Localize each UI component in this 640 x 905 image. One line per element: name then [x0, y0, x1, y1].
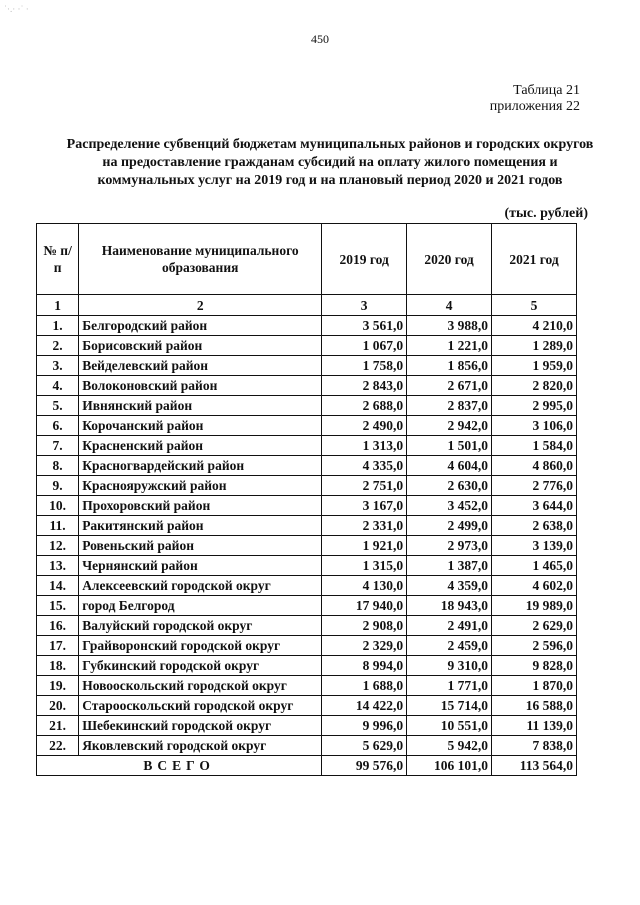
- table-row: [37, 736, 577, 756]
- table-row: [37, 616, 577, 636]
- header-name: Наименование муниципального образования: [79, 224, 322, 295]
- row-number: 20.: [37, 696, 79, 716]
- total-label: ВСЕГО: [37, 756, 322, 776]
- row-name: Красногвардейский район: [79, 456, 322, 476]
- header-2021: 2021 год: [492, 224, 577, 295]
- row-name: Волоконовский район: [79, 376, 322, 396]
- row-number: 17.: [37, 636, 79, 656]
- value-2021: 3 644,0: [492, 496, 577, 516]
- row-name: Старооскольский городской округ: [79, 696, 322, 716]
- row-name: Губкинский городской округ: [79, 656, 322, 676]
- table-row: [37, 556, 577, 576]
- header-row: [37, 224, 577, 295]
- value-2020: 18 943,0: [407, 596, 492, 616]
- value-2020: 2 491,0: [407, 616, 492, 636]
- value-2021: 9 828,0: [492, 656, 577, 676]
- table-row: [37, 596, 577, 616]
- table-row: [37, 416, 577, 436]
- column-number: 3: [322, 295, 407, 316]
- value-2020: 2 837,0: [407, 396, 492, 416]
- column-number: 1: [37, 295, 79, 316]
- value-2021: 2 638,0: [492, 516, 577, 536]
- value-2021: 4 210,0: [492, 316, 577, 336]
- header-2020: 2020 год: [407, 224, 492, 295]
- value-2019: 9 996,0: [322, 716, 407, 736]
- value-2019: 1 688,0: [322, 676, 407, 696]
- value-2020: 4 359,0: [407, 576, 492, 596]
- total-y2019: 99 576,0: [322, 756, 407, 776]
- table-reference: [490, 83, 580, 115]
- row-name: Яковлевский городской округ: [79, 736, 322, 756]
- row-number: 7.: [37, 436, 79, 456]
- value-2020: 10 551,0: [407, 716, 492, 736]
- row-number: 11.: [37, 516, 79, 536]
- value-2020: 2 942,0: [407, 416, 492, 436]
- table-row: [37, 576, 577, 596]
- row-name: Чернянский район: [79, 556, 322, 576]
- value-2019: 1 313,0: [322, 436, 407, 456]
- value-2021: 4 860,0: [492, 456, 577, 476]
- value-2019: 4 130,0: [322, 576, 407, 596]
- value-2019: 2 688,0: [322, 396, 407, 416]
- row-name: Грайворонский городской округ: [79, 636, 322, 656]
- value-2021: 19 989,0: [492, 596, 577, 616]
- table-row: [37, 476, 577, 496]
- total-row: [37, 756, 577, 776]
- value-2021: 2 820,0: [492, 376, 577, 396]
- value-2019: 2 490,0: [322, 416, 407, 436]
- value-2021: 3 139,0: [492, 536, 577, 556]
- row-number: 18.: [37, 656, 79, 676]
- value-2020: 9 310,0: [407, 656, 492, 676]
- scan-artifact: ˙·.· ·˙ ·: [4, 4, 29, 14]
- row-number: 15.: [37, 596, 79, 616]
- table-row: [37, 356, 577, 376]
- value-2019: 4 335,0: [322, 456, 407, 476]
- value-2019: 2 751,0: [322, 476, 407, 496]
- value-2021: 1 870,0: [492, 676, 577, 696]
- value-2020: 2 499,0: [407, 516, 492, 536]
- row-name: Алексеевский городской округ: [79, 576, 322, 596]
- row-name: Ровеньский район: [79, 536, 322, 556]
- row-name: Новооскольский городской округ: [79, 676, 322, 696]
- value-2020: 1 771,0: [407, 676, 492, 696]
- value-2020: 3 452,0: [407, 496, 492, 516]
- value-2021: 2 776,0: [492, 476, 577, 496]
- table-row: [37, 656, 577, 676]
- column-number-row: [37, 295, 577, 316]
- value-2021: 7 838,0: [492, 736, 577, 756]
- table-ref-line2: приложения 22: [489, 99, 580, 114]
- value-2019: 2 843,0: [322, 376, 407, 396]
- row-number: 6.: [37, 416, 79, 436]
- value-2019: 1 921,0: [322, 536, 407, 556]
- value-2020: 2 973,0: [407, 536, 492, 556]
- header-2019: 2019 год: [322, 224, 407, 295]
- row-number: 10.: [37, 496, 79, 516]
- row-name: Корочанский район: [79, 416, 322, 436]
- table-row: [37, 316, 577, 336]
- document-title: Распределение субвенций бюджетам муниципальных районов и городских округов на предоставление гражданам субсидий на оплату жилого помещения и коммунальных услуг на 2019 год и на плановый период 2020 и 2021 годов: [66, 137, 594, 188]
- value-2021: 3 106,0: [492, 416, 577, 436]
- table-row: [37, 436, 577, 456]
- table-row: [37, 456, 577, 476]
- column-number: 2: [79, 295, 322, 316]
- column-number: 4: [407, 295, 492, 316]
- value-2021: 2 629,0: [492, 616, 577, 636]
- row-number: 14.: [37, 576, 79, 596]
- value-2020: 15 714,0: [407, 696, 492, 716]
- value-2021: 1 465,0: [492, 556, 577, 576]
- value-2019: 1 315,0: [322, 556, 407, 576]
- units-label: (тыс. рублей): [504, 206, 588, 221]
- row-name: Ракитянский район: [79, 516, 322, 536]
- row-number: 2.: [37, 336, 79, 356]
- total-y2020: 106 101,0: [407, 756, 492, 776]
- row-name: Краснояружский район: [79, 476, 322, 496]
- row-number: 1.: [37, 316, 79, 336]
- row-number: 4.: [37, 376, 79, 396]
- page-number: 450: [311, 32, 329, 46]
- row-number: 13.: [37, 556, 79, 576]
- row-number: 21.: [37, 716, 79, 736]
- value-2021: 1 584,0: [492, 436, 577, 456]
- row-name: Красненский район: [79, 436, 322, 456]
- value-2019: 3 561,0: [322, 316, 407, 336]
- value-2020: 2 630,0: [407, 476, 492, 496]
- row-name: Ивнянский район: [79, 396, 322, 416]
- value-2019: 8 994,0: [322, 656, 407, 676]
- value-2020: 1 856,0: [407, 356, 492, 376]
- row-number: 3.: [37, 356, 79, 376]
- value-2021: 11 139,0: [492, 716, 577, 736]
- value-2021: 4 602,0: [492, 576, 577, 596]
- table-row: [37, 536, 577, 556]
- table-row: [37, 376, 577, 396]
- row-number: 19.: [37, 676, 79, 696]
- value-2019: 2 908,0: [322, 616, 407, 636]
- table-row: [37, 336, 577, 356]
- value-2019: 1 067,0: [322, 336, 407, 356]
- row-name: город Белгород: [79, 596, 322, 616]
- subvention-table: [36, 223, 577, 776]
- row-name: Белгородский район: [79, 316, 322, 336]
- row-name: Валуйский городской округ: [79, 616, 322, 636]
- row-number: 5.: [37, 396, 79, 416]
- row-number: 16.: [37, 616, 79, 636]
- value-2020: 5 942,0: [407, 736, 492, 756]
- value-2019: 14 422,0: [322, 696, 407, 716]
- value-2021: 1 959,0: [492, 356, 577, 376]
- row-number: 22.: [37, 736, 79, 756]
- value-2020: 2 459,0: [407, 636, 492, 656]
- table-ref-line1: Таблица 21: [513, 83, 580, 98]
- value-2021: 1 289,0: [492, 336, 577, 356]
- table-row: [37, 716, 577, 736]
- value-2019: 3 167,0: [322, 496, 407, 516]
- row-name: Борисовский район: [79, 336, 322, 356]
- row-name: Прохоровский район: [79, 496, 322, 516]
- value-2020: 4 604,0: [407, 456, 492, 476]
- value-2019: 17 940,0: [322, 596, 407, 616]
- value-2021: 2 995,0: [492, 396, 577, 416]
- value-2019: 2 329,0: [322, 636, 407, 656]
- row-number: 8.: [37, 456, 79, 476]
- header-num: № п/п: [37, 224, 79, 295]
- row-number: 12.: [37, 536, 79, 556]
- value-2019: 1 758,0: [322, 356, 407, 376]
- column-number: 5: [492, 295, 577, 316]
- value-2020: 2 671,0: [407, 376, 492, 396]
- total-y2021: 113 564,0: [492, 756, 577, 776]
- value-2020: 1 221,0: [407, 336, 492, 356]
- value-2020: 1 501,0: [407, 436, 492, 456]
- value-2020: 1 387,0: [407, 556, 492, 576]
- table-row: [37, 396, 577, 416]
- value-2019: 2 331,0: [322, 516, 407, 536]
- row-number: 9.: [37, 476, 79, 496]
- value-2019: 5 629,0: [322, 736, 407, 756]
- value-2021: 2 596,0: [492, 636, 577, 656]
- table-row: [37, 696, 577, 716]
- row-name: Вейделевский район: [79, 356, 322, 376]
- value-2020: 3 988,0: [407, 316, 492, 336]
- table-row: [37, 496, 577, 516]
- table-row: [37, 636, 577, 656]
- table-row: [37, 676, 577, 696]
- table-row: [37, 516, 577, 536]
- row-name: Шебекинский городской округ: [79, 716, 322, 736]
- value-2021: 16 588,0: [492, 696, 577, 716]
